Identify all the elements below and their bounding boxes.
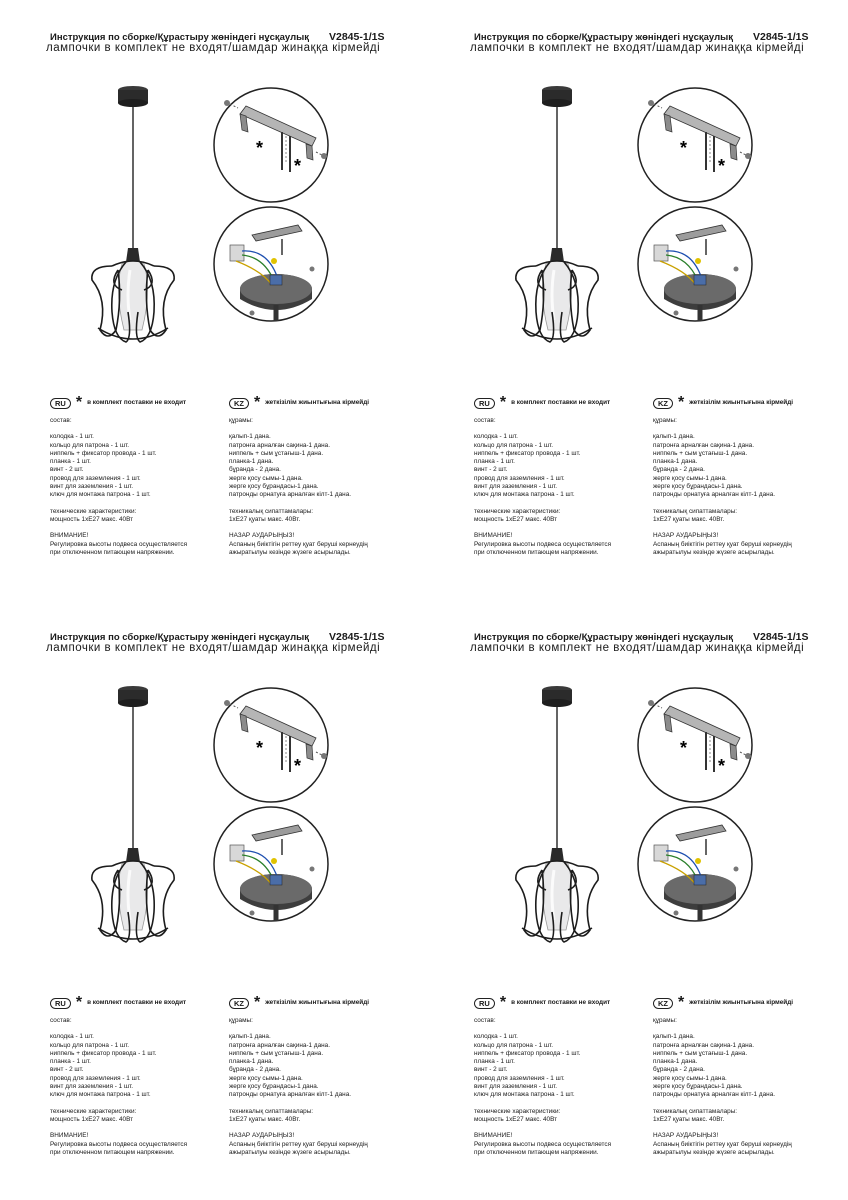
ru-warning-line: при отключенном питающем напряжении.	[50, 1148, 175, 1156]
ru-not-included: в комплект поставки не входит	[511, 398, 611, 406]
kz-contents-label: құрамы:	[653, 1017, 677, 1024]
kz-not-included: жеткізілім жиынтығына кірмейді	[265, 998, 370, 1006]
ru-warning-line: Регулировка высоты подвеса осуществляется	[50, 540, 188, 548]
ru-specs-value: мощность 1хЕ27 макс. 40Вт	[474, 515, 558, 523]
bulbs-note: лампочки в комплект не входят/шамдар жинаққа кірмейді	[46, 642, 381, 654]
list-item: кольцо для патрона - 1 шт.	[474, 1041, 554, 1049]
ru-not-included: в комплект поставки не входит	[87, 398, 187, 406]
kz-badge: KZ	[229, 998, 249, 1009]
asterisk-marker: *	[680, 738, 688, 758]
list-item: планка - 1 шт.	[474, 1058, 515, 1066]
ru-specs-value: мощность 1хЕ27 макс. 40Вт	[50, 515, 134, 523]
ru-warning-label: ВНИМАНИЕ!	[474, 1132, 513, 1140]
title-text: Инструкция по сборке/Құрастыру жөніндегі нұсқаулық	[474, 632, 733, 643]
bulbs-note: лампочки в комплект не входят/шамдар жинаққа кірмейді	[470, 42, 805, 54]
list-item: кольцо для патрона - 1 шт.	[50, 441, 130, 449]
ru-badge: RU	[474, 998, 495, 1009]
list-item: ниппель + сым ұстағыш-1 дана.	[229, 1049, 324, 1057]
asterisk-marker: *	[718, 756, 726, 776]
kz-badge: KZ	[229, 398, 249, 409]
list-item: ниппель + сым ұстағыш-1 дана.	[653, 1049, 748, 1057]
ru-badge: RU	[474, 398, 495, 409]
list-item: жерге қосу бұрандасы-1 дана.	[229, 483, 319, 491]
kz-badge: KZ	[653, 398, 673, 409]
ru-column	[50, 995, 187, 1157]
title-text: Инструкция по сборке/Құрастыру жөніндегі нұсқаулық	[50, 632, 309, 643]
list-item: планка-1 дана.	[653, 1058, 698, 1066]
model-number: V2845-1/1S	[753, 631, 809, 643]
asterisk-marker: *	[256, 138, 264, 158]
list-item: винт для заземления - 1 шт.	[50, 1083, 134, 1091]
list-item: планка-1 дана.	[229, 1058, 274, 1066]
instruction-sheet	[424, 0, 848, 600]
asterisk-marker: *	[294, 156, 302, 176]
ru-badge: RU	[50, 398, 71, 409]
list-item: патронды орнатуға арналған кілт-1 дана.	[229, 491, 352, 499]
asterisk-icon: *	[678, 994, 685, 1011]
kz-not-included: жеткізілім жиынтығына кірмейді	[689, 398, 794, 406]
list-item: бұранда - 2 дана.	[653, 1066, 705, 1074]
ru-specs-label: технические характеристики:	[50, 507, 137, 515]
asterisk-marker: *	[680, 138, 688, 158]
kz-warning-label: НАЗАР АУДАРЫҢЫЗ!	[229, 1132, 295, 1140]
pendant-lamp-illustration	[502, 80, 612, 350]
ru-column	[474, 395, 611, 557]
kz-specs-value: 1хЕ27 қуаты макс. 40Вт.	[653, 1115, 725, 1123]
ru-column	[474, 995, 611, 1157]
kz-warning-line: Аспаның биіктігін реттеу қуат беруші кернеудің	[229, 540, 368, 548]
kz-not-included: жеткізілім жиынтығына кірмейді	[689, 998, 794, 1006]
kz-warning-line: ажыратылуы кезінде жүзеге асырылады.	[653, 548, 775, 556]
list-item: патронға арналған сақина-1 дана.	[653, 441, 755, 449]
list-item: ключ для монтажа патрона - 1 шт.	[50, 491, 151, 499]
list-item: провод для заземления - 1 шт.	[50, 474, 141, 482]
ru-warning-line: Регулировка высоты подвеса осуществляется	[474, 540, 612, 548]
kz-specs-value: 1хЕ27 қуаты макс. 40Вт.	[653, 515, 725, 523]
kz-warning-line: Аспаның биіктігін реттеу қуат беруші кернеудің	[653, 1140, 792, 1148]
mounting-bracket-diagram	[212, 686, 330, 804]
ru-specs-label: технические характеристики:	[474, 507, 561, 515]
list-item: планка - 1 шт.	[50, 458, 91, 466]
list-item: ниппель + фиксатор провода - 1 шт.	[474, 449, 581, 457]
asterisk-marker: *	[256, 738, 264, 758]
kz-badge: KZ	[653, 998, 673, 1009]
kz-warning-label: НАЗАР АУДАРЫҢЫЗ!	[229, 532, 295, 540]
list-item: ключ для монтажа патрона - 1 шт.	[50, 1091, 151, 1099]
asterisk-icon: *	[499, 994, 507, 1011]
list-item: винт для заземления - 1 шт.	[474, 483, 558, 491]
list-item: провод для заземления - 1 шт.	[50, 1074, 141, 1082]
wiring-canopy-diagram	[212, 805, 330, 923]
list-item: жерге қосу бұрандасы-1 дана.	[653, 483, 743, 491]
kz-specs-label: техникалық сипаттамалары:	[653, 1107, 738, 1115]
ru-warning-line: при отключенном питающем напряжении.	[474, 1148, 599, 1156]
ru-not-included: в комплект поставки не входит	[511, 998, 611, 1006]
list-item: патронды орнатуға арналған кілт-1 дана.	[229, 1091, 352, 1099]
kz-warning-line: Аспаның биіктігін реттеу қуат беруші кернеудің	[229, 1140, 368, 1148]
list-item: планка-1 дана.	[229, 458, 274, 466]
mounting-bracket-diagram	[636, 686, 754, 804]
ru-items-list	[50, 1033, 187, 1099]
list-item: жерге қосу бұрандасы-1 дана.	[653, 1083, 743, 1091]
kz-warning-line: ажыратылуы кезінде жүзеге асырылады.	[229, 548, 351, 556]
pendant-lamp-illustration	[78, 680, 188, 950]
kz-specs-value: 1хЕ27 қуаты макс. 40Вт.	[229, 1115, 301, 1123]
ru-warning-line: при отключенном питающем напряжении.	[474, 548, 599, 556]
list-item: винт для заземления - 1 шт.	[474, 1083, 558, 1091]
ru-warning-label: ВНИМАНИЕ!	[50, 1132, 89, 1140]
list-item: жерге қосу сымы-1 дана.	[229, 1074, 303, 1082]
mounting-bracket-diagram	[212, 86, 330, 204]
list-item: ключ для монтажа патрона - 1 шт.	[474, 491, 575, 499]
pendant-lamp-illustration	[78, 80, 188, 350]
kz-contents-label: құрамы:	[653, 417, 677, 424]
ru-warning-label: ВНИМАНИЕ!	[50, 532, 89, 540]
list-item: жерге қосу сымы-1 дана.	[653, 474, 727, 482]
list-item: колодка - 1 шт.	[50, 433, 94, 441]
list-item: винт - 2 шт.	[50, 1066, 84, 1074]
ru-contents-label: состав:	[474, 417, 496, 424]
list-item: бұранда - 2 дана.	[229, 466, 281, 474]
list-item: винт для заземления - 1 шт.	[50, 483, 134, 491]
kz-contents-label: құрамы:	[229, 417, 253, 424]
list-item: бұранда - 2 дана.	[653, 466, 705, 474]
asterisk-icon: *	[75, 994, 83, 1011]
list-item: патронға арналған сақина-1 дана.	[229, 441, 331, 449]
list-item: колодка - 1 шт.	[474, 433, 518, 441]
kz-not-included: жеткізілім жиынтығына кірмейді	[265, 398, 370, 406]
kz-warning-label: НАЗАР АУДАРЫҢЫЗ!	[653, 1132, 719, 1140]
list-item: патронды орнатуға арналған кілт-1 дана.	[653, 1091, 776, 1099]
kz-items-list	[653, 1033, 793, 1099]
kz-specs-label: техникалық сипаттамалары:	[229, 507, 314, 515]
asterisk-marker: *	[718, 156, 726, 176]
ru-column	[50, 395, 187, 557]
asterisk-icon: *	[254, 394, 261, 411]
list-item: винт - 2 шт.	[474, 466, 508, 474]
ru-specs-label: технические характеристики:	[50, 1107, 137, 1115]
ru-contents-label: состав:	[474, 1017, 496, 1024]
instruction-sheet	[424, 600, 848, 1200]
list-item: кольцо для патрона - 1 шт.	[50, 1041, 130, 1049]
title-text: Инструкция по сборке/Құрастыру жөніндегі нұсқаулық	[474, 32, 733, 43]
wiring-canopy-diagram	[636, 205, 754, 323]
ru-specs-label: технические характеристики:	[474, 1107, 561, 1115]
wiring-canopy-diagram	[636, 805, 754, 923]
kz-contents-label: құрамы:	[229, 1017, 253, 1024]
list-item: қалып-1 дана.	[229, 1033, 271, 1041]
list-item: жерге қосу сымы-1 дана.	[229, 474, 303, 482]
ru-warning-label: ВНИМАНИЕ!	[474, 532, 513, 540]
kz-specs-label: техникалық сипаттамалары:	[653, 507, 738, 515]
instruction-sheet	[0, 0, 424, 600]
list-item: колодка - 1 шт.	[474, 1033, 518, 1041]
list-item: ниппель + фиксатор провода - 1 шт.	[50, 449, 157, 457]
model-number: V2845-1/1S	[753, 31, 809, 43]
kz-column	[653, 395, 793, 557]
kz-warning-line: Аспаның биіктігін реттеу қуат беруші кернеудің	[653, 540, 792, 548]
kz-column	[229, 995, 369, 1157]
ru-warning-line: Регулировка высоты подвеса осуществляется	[474, 1140, 612, 1148]
list-item: ниппель + фиксатор провода - 1 шт.	[50, 1049, 157, 1057]
ru-badge: RU	[50, 998, 71, 1009]
ru-warning-line: при отключенном питающем напряжении.	[50, 548, 175, 556]
instruction-sheet	[0, 600, 424, 1200]
ru-items-list	[474, 1033, 611, 1099]
kz-specs-value: 1хЕ27 қуаты макс. 40Вт.	[229, 515, 301, 523]
list-item: планка - 1 шт.	[50, 1058, 91, 1066]
wiring-canopy-diagram	[212, 205, 330, 323]
list-item: ниппель + сым ұстағыш-1 дана.	[229, 449, 324, 457]
kz-warning-line: ажыратылуы кезінде жүзеге асырылады.	[653, 1148, 775, 1156]
ru-not-included: в комплект поставки не входит	[87, 998, 187, 1006]
title-text: Инструкция по сборке/Құрастыру жөніндегі нұсқаулық	[50, 32, 309, 43]
asterisk-icon: *	[678, 394, 685, 411]
list-item: патронды орнатуға арналған кілт-1 дана.	[653, 491, 776, 499]
kz-column	[653, 995, 793, 1157]
asterisk-icon: *	[499, 394, 507, 411]
bulbs-note: лампочки в комплект не входят/шамдар жинаққа кірмейді	[46, 42, 381, 54]
list-item: провод для заземления - 1 шт.	[474, 474, 565, 482]
list-item: планка - 1 шт.	[474, 458, 515, 466]
list-item: провод для заземления - 1 шт.	[474, 1074, 565, 1082]
asterisk-marker: *	[294, 756, 302, 776]
list-item: қалып-1 дана.	[653, 1033, 695, 1041]
model-number: V2845-1/1S	[329, 31, 385, 43]
kz-warning-line: ажыратылуы кезінде жүзеге асырылады.	[229, 1148, 351, 1156]
ru-specs-value: мощность 1хЕ27 макс. 40Вт	[474, 1115, 558, 1123]
pendant-lamp-illustration	[502, 680, 612, 950]
list-item: ниппель + сым ұстағыш-1 дана.	[653, 449, 748, 457]
kz-items-list	[229, 433, 369, 499]
list-item: колодка - 1 шт.	[50, 1033, 94, 1041]
mounting-bracket-diagram	[636, 86, 754, 204]
kz-column	[229, 395, 369, 557]
asterisk-icon: *	[75, 394, 83, 411]
list-item: патронға арналған сақина-1 дана.	[653, 1041, 755, 1049]
list-item: планка-1 дана.	[653, 458, 698, 466]
ru-specs-value: мощность 1хЕ27 макс. 40Вт	[50, 1115, 134, 1123]
list-item: қалып-1 дана.	[653, 433, 695, 441]
list-item: жерге қосу сымы-1 дана.	[653, 1074, 727, 1082]
ru-contents-label: состав:	[50, 1017, 72, 1024]
kz-items-list	[653, 433, 793, 499]
list-item: жерге қосу бұрандасы-1 дана.	[229, 1083, 319, 1091]
kz-specs-label: техникалық сипаттамалары:	[229, 1107, 314, 1115]
kz-warning-label: НАЗАР АУДАРЫҢЫЗ!	[653, 532, 719, 540]
asterisk-icon: *	[254, 994, 261, 1011]
ru-items-list	[50, 433, 187, 499]
list-item: кольцо для патрона - 1 шт.	[474, 441, 554, 449]
ru-items-list	[474, 433, 611, 499]
list-item: қалып-1 дана.	[229, 433, 271, 441]
list-item: винт - 2 шт.	[474, 1066, 508, 1074]
list-item: ключ для монтажа патрона - 1 шт.	[474, 1091, 575, 1099]
kz-items-list	[229, 1033, 369, 1099]
list-item: винт - 2 шт.	[50, 466, 84, 474]
list-item: бұранда - 2 дана.	[229, 1066, 281, 1074]
ru-warning-line: Регулировка высоты подвеса осуществляется	[50, 1140, 188, 1148]
list-item: ниппель + фиксатор провода - 1 шт.	[474, 1049, 581, 1057]
ru-contents-label: состав:	[50, 417, 72, 424]
list-item: патронға арналған сақина-1 дана.	[229, 1041, 331, 1049]
model-number: V2845-1/1S	[329, 631, 385, 643]
bulbs-note: лампочки в комплект не входят/шамдар жинаққа кірмейді	[470, 642, 805, 654]
